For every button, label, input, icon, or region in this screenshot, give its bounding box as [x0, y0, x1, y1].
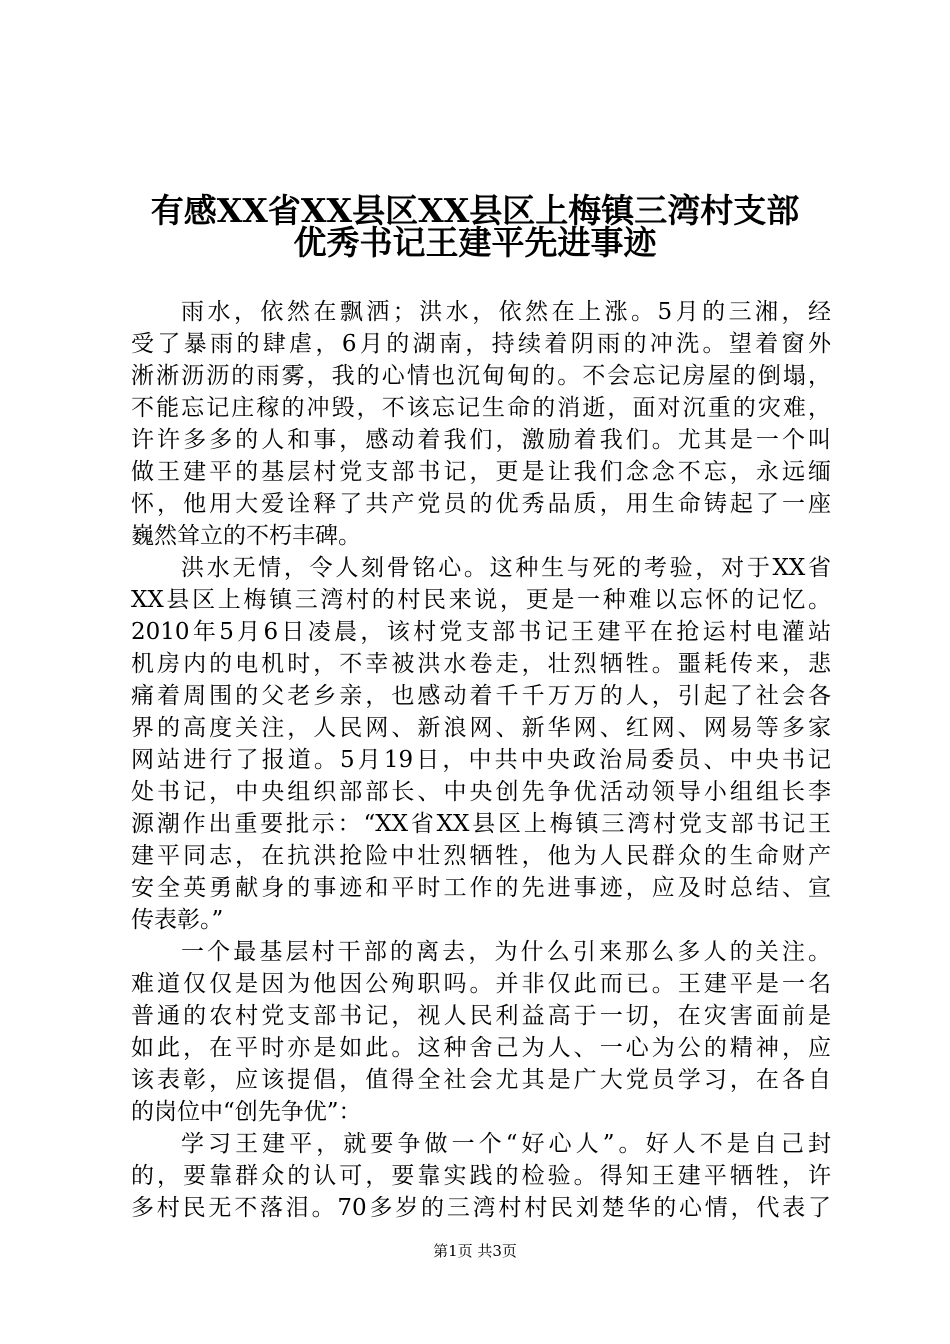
paragraph-line: 洪水无情，令人刻骨铭心。这种生与死的考验，对于XX省	[181, 555, 831, 581]
document-title-line-2: 优秀书记王建平先进事迹	[293, 223, 657, 262]
document-body	[131, 296, 831, 1224]
paragraph-line: 难道仅仅是因为他因公殉职吗。并非仅此而已。王建平是一名	[131, 971, 831, 997]
paragraph-line: XX县区上梅镇三湾村的村民来说，更是一种难以忘怀的记忆。	[131, 587, 831, 613]
paragraph-line: 机房内的电机时，不幸被洪水卷走，壮烈牺牲。噩耗传来，悲	[131, 651, 831, 677]
paragraph-line: 的岗位中“创先争优”：	[131, 1099, 362, 1125]
paragraph-line: 学习王建平，就要争做一个“好心人”。好人不是自己封	[181, 1131, 831, 1157]
paragraph-line: 安全英勇献身的事迹和平时工作的先进事迹，应及时总结、宣	[131, 875, 831, 901]
paragraph-line: 许许多多的人和事，感动着我们，激励着我们。尤其是一个叫	[131, 427, 831, 453]
paragraph-line: 多村民无不落泪。70多岁的三湾村村民刘楚华的心情，代表了	[131, 1195, 831, 1221]
paragraph-line: 建平同志，在抗洪抢险中壮烈牺牲，他为人民群众的生命财产	[131, 843, 831, 869]
paragraph	[131, 936, 831, 1128]
page-footer: 第1页 共3页	[433, 1242, 517, 1260]
paragraph-line: 该表彰，应该提倡，值得全社会尤其是广大党员学习，在各自	[131, 1067, 831, 1093]
paragraph-line: 雨水，依然在飘洒；洪水，依然在上涨。5月的三湘，经	[181, 299, 831, 325]
paragraph-line: 怀，他用大爱诠释了共产党员的优秀品质，用生命铸起了一座	[131, 491, 831, 517]
document-title-line-1: 有感XX省XX县区XX县区上梅镇三湾村支部	[150, 191, 800, 230]
paragraph-line: 一个最基层村干部的离去，为什么引来那么多人的关注。	[181, 939, 831, 965]
paragraph-line: 巍然耸立的不朽丰碑。	[131, 523, 361, 549]
paragraph	[131, 1128, 831, 1224]
paragraph-line: 传表彰。”	[131, 907, 224, 933]
paragraph	[131, 552, 831, 936]
paragraph-line: 不能忘记庄稼的冲毁，不该忘记生命的消逝，面对沉重的灾难，	[131, 395, 831, 421]
paragraph-line: 痛着周围的父老乡亲，也感动着千千万万的人，引起了社会各	[131, 683, 831, 709]
paragraph-line: 淅淅沥沥的雨雾，我的心情也沉甸甸的。不会忘记房屋的倒塌，	[131, 363, 831, 389]
paragraph-line: 的，要靠群众的认可，要靠实践的检验。得知王建平牺牲，许	[131, 1163, 831, 1189]
paragraph-line: 处书记，中央组织部部长、中央创先争优活动领导小组组长李	[131, 779, 831, 805]
paragraph-line: 源潮作出重要批示：“XX省XX县区上梅镇三湾村党支部书记王	[131, 811, 831, 837]
paragraph-line: 网站进行了报道。5月19日，中共中央政治局委员、中央书记	[131, 747, 831, 773]
paragraph-line: 2010年5月6日凌晨，该村党支部书记王建平在抢运村电灌站	[131, 619, 831, 645]
paragraph-line: 界的高度关注，人民网、新浪网、新华网、红网、网易等多家	[131, 715, 831, 741]
paragraph	[131, 296, 831, 552]
paragraph-line: 受了暴雨的肆虐，6月的湖南，持续着阴雨的冲洗。望着窗外	[131, 331, 831, 357]
paragraph-line: 做王建平的基层村党支部书记，更是让我们念念不忘，永远缅	[131, 459, 831, 485]
paragraph-line: 普通的农村党支部书记，视人民利益高于一切，在灾害面前是	[131, 1003, 831, 1029]
paragraph-line: 如此，在平时亦是如此。这种舍己为人、一心为公的精神，应	[131, 1035, 831, 1061]
